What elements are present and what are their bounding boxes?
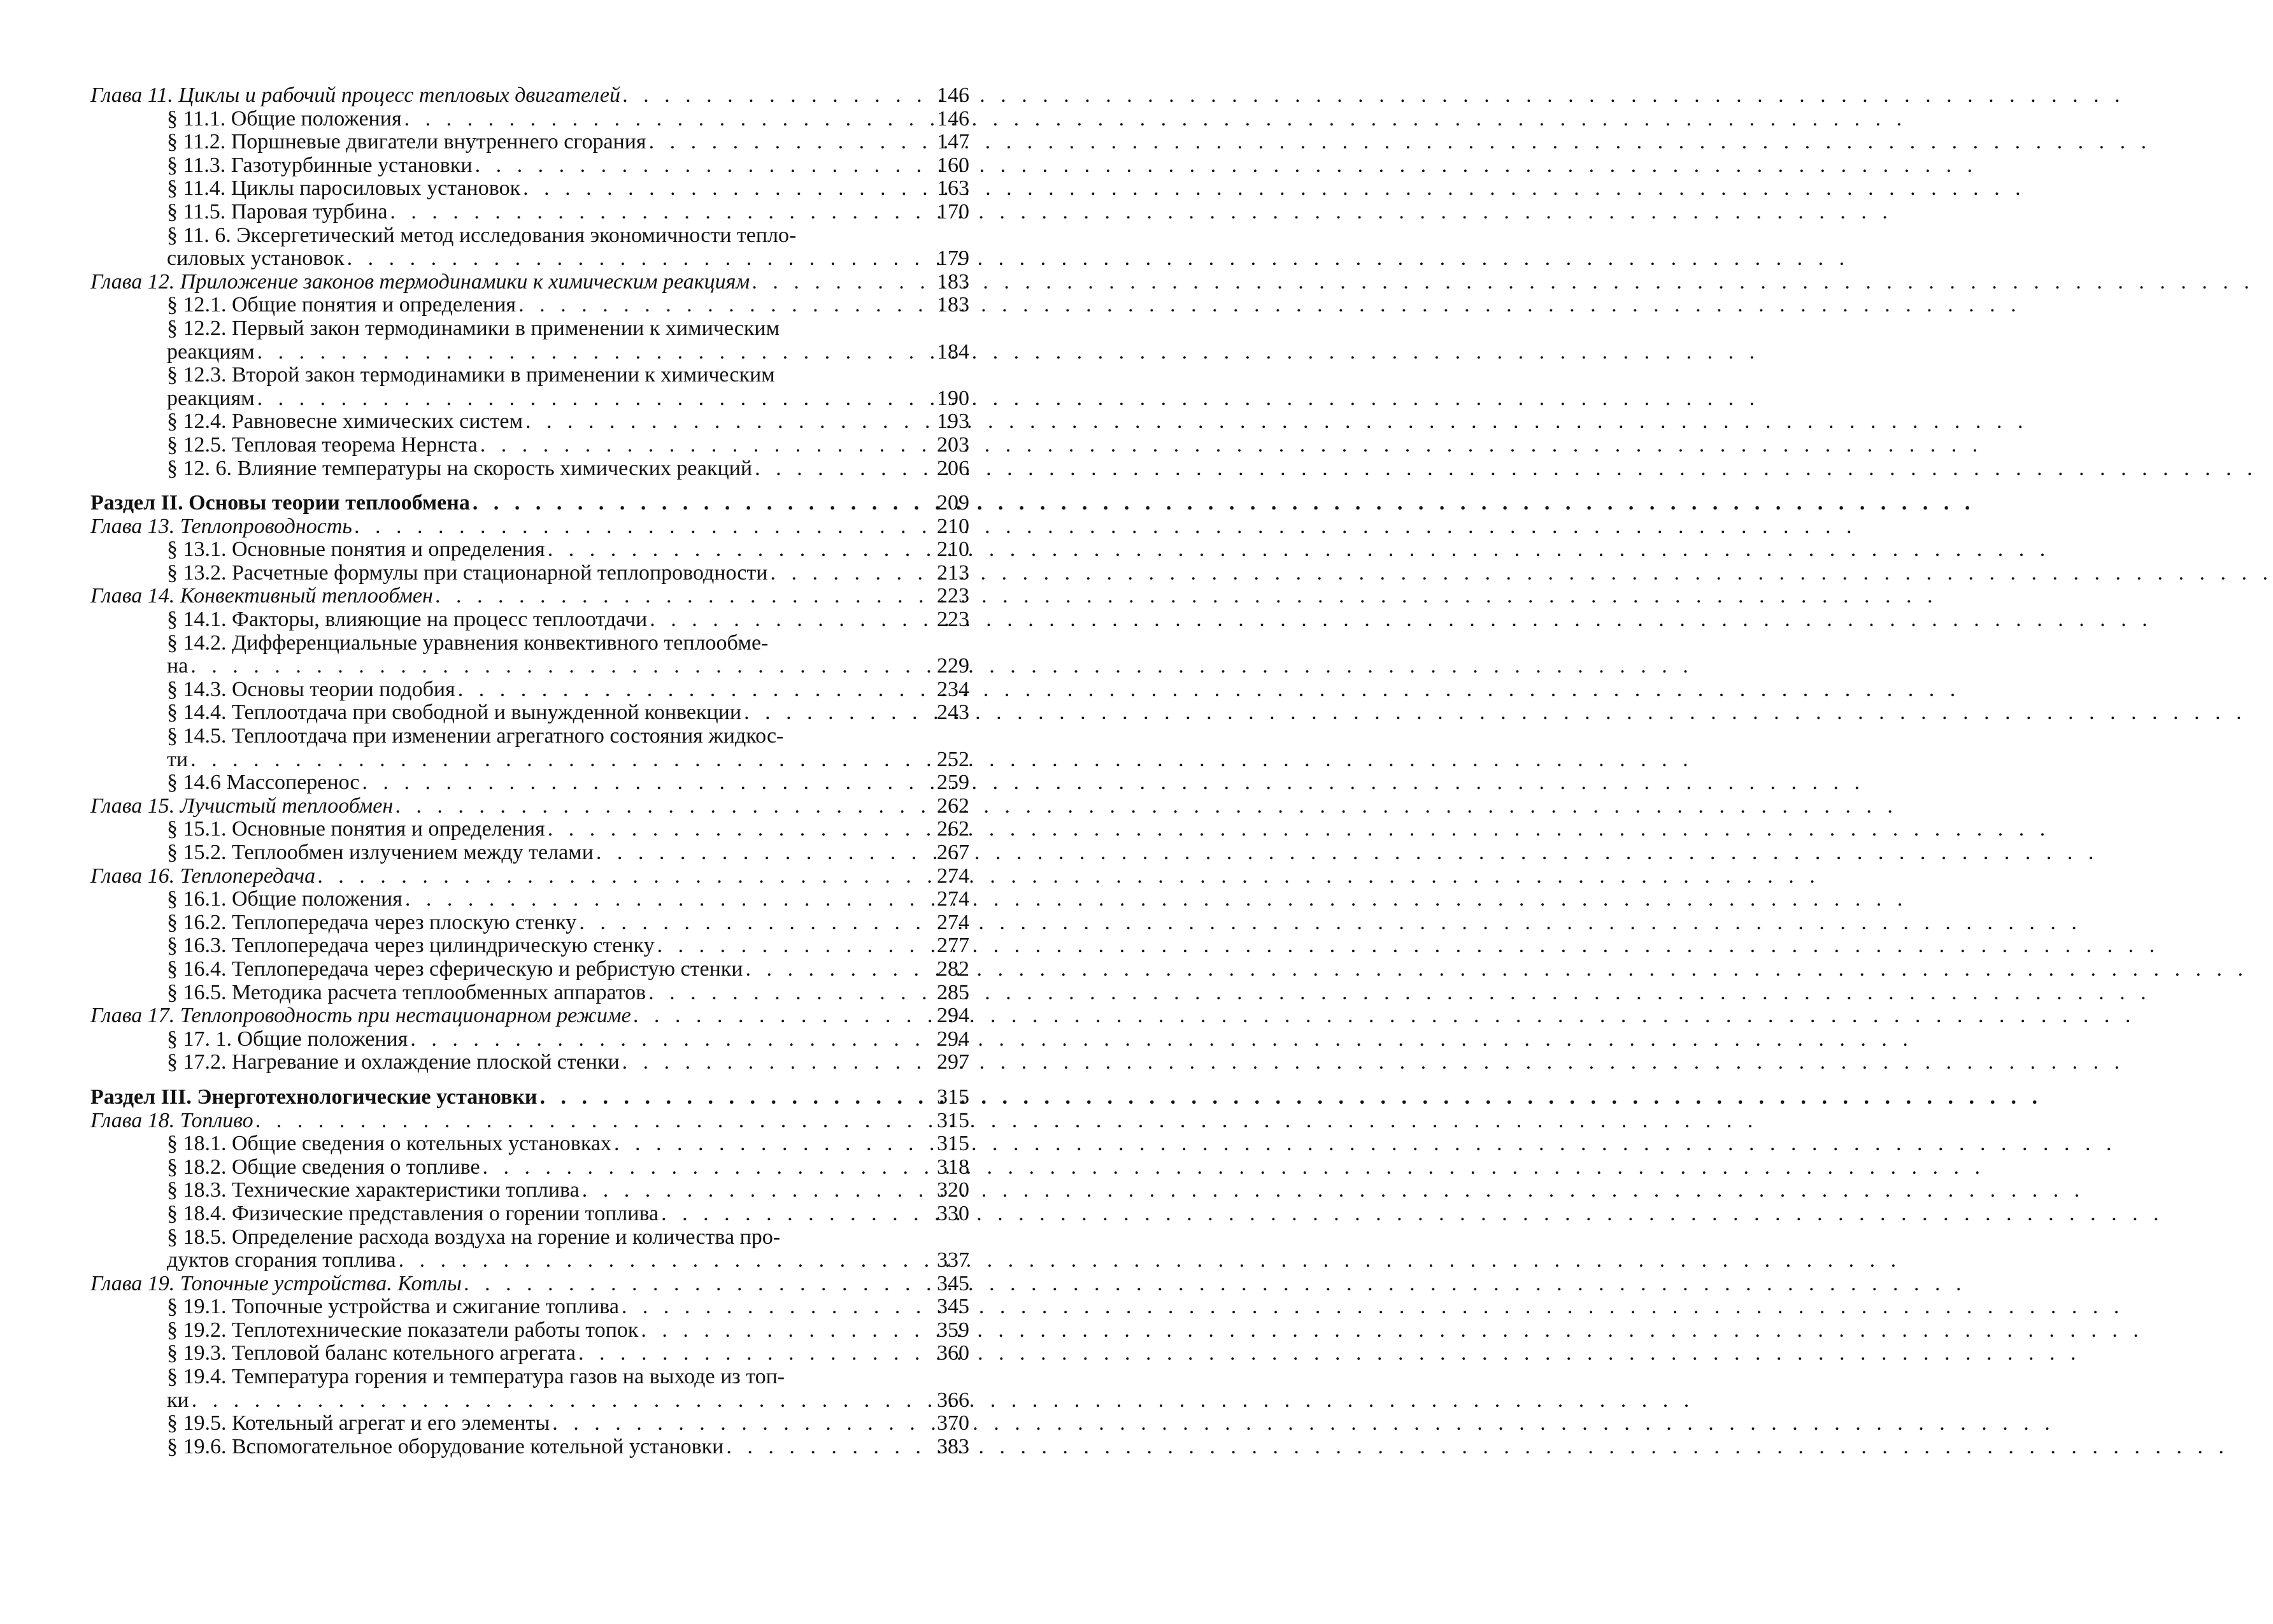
toc-section-entry	[90, 958, 969, 981]
toc-entry-title: реакциям	[167, 339, 255, 364]
toc-entry-page-number: 229	[937, 654, 969, 678]
toc-entry-title: § 18.4. Физические представления о горении топлива	[167, 1201, 659, 1225]
toc-section-entry	[90, 934, 969, 958]
dot-leader	[576, 911, 932, 935]
toc-chapter-entry	[90, 84, 969, 108]
toc-entry-title: Глава 18. Топливо	[90, 1108, 253, 1132]
toc-entry-page-number: 370	[937, 1411, 969, 1435]
dot-leader	[545, 818, 932, 841]
dot-leader	[480, 1156, 932, 1179]
toc-entry-page-number: 297	[937, 1050, 969, 1074]
toc-entry-page-number: 170	[937, 199, 969, 224]
toc-entry-page-number: 274	[937, 864, 969, 888]
dot-leader	[315, 865, 932, 888]
toc-section-entry	[90, 538, 969, 562]
dot-leader	[655, 934, 932, 958]
toc-entry-page-number: 315	[937, 1132, 969, 1156]
toc-section-entry	[90, 1435, 969, 1459]
dot-leader	[723, 1435, 932, 1459]
toc-chapter-entry	[90, 585, 969, 608]
toc-entry-title: Глава 15. Лучистый теплообмен	[90, 794, 394, 818]
toc-section-entry	[90, 678, 969, 702]
toc-entry-page-number: 282	[937, 957, 969, 981]
toc-section-entry	[90, 154, 969, 178]
toc-entry-page-number: 267	[937, 841, 969, 864]
dot-leader	[545, 538, 932, 562]
toc-entry-title: § 12.3. Второй закон термодинамики в применении к химическим	[167, 363, 775, 387]
toc-entry-title: § 14.2. Дифференциальные уравнения конвективного теплообме-	[167, 630, 769, 655]
toc-entry-page-number: 147	[937, 130, 969, 154]
toc-section-entry	[90, 608, 969, 632]
toc-entry-page-number: 277	[937, 934, 969, 958]
toc-entry-title: § 14.6 Массоперенос	[167, 771, 360, 795]
toc-entry-title: § 12.4. Равновесне химических систем	[167, 410, 524, 434]
toc-entry-page-number: 274	[937, 887, 969, 911]
toc-section-entry	[90, 201, 969, 224]
toc-entry-page-number: 360	[937, 1341, 969, 1365]
toc-section-entry	[90, 224, 969, 248]
dot-leader	[255, 341, 932, 364]
toc-section-entry	[90, 818, 969, 841]
toc-chapter-entry	[90, 865, 969, 888]
toc-entry-title: силовых установок	[167, 246, 345, 271]
toc-entry-title: Раздел III. Энерготехнологические установки	[90, 1085, 538, 1109]
toc-entry-title: § 11. 6. Эксергетический метод исследования экономичности тепло-	[167, 223, 797, 247]
toc-section-entry	[90, 294, 969, 317]
toc-entry-title: § 16.4. Теплопередача через сферическую и ребристую стенки	[167, 957, 743, 981]
toc-entry-title: § 19.4. Температура горения и температура газов на выходе из топ-	[167, 1365, 785, 1389]
dot-leader	[638, 1319, 932, 1343]
toc-entry-page-number: 146	[937, 106, 969, 131]
dot-leader	[470, 492, 932, 515]
toc-entry-title: Глава 19. Топочные устройства. Котлы	[90, 1271, 462, 1295]
toc-entry-title: § 14.1. Факторы, влияющие на процесс теплоотдачи	[167, 608, 648, 632]
toc-entry-page-number: 184	[937, 339, 969, 364]
section-gap	[90, 480, 969, 492]
toc-entry-title: § 12. 6. Влияние температуры на скорость химических реакций	[167, 456, 753, 480]
toc-entry-title: Глава 11. Циклы и рабочий процесс тепловых двигателей	[90, 83, 620, 107]
toc-section-entry	[90, 725, 969, 748]
toc-section-entry	[90, 1412, 969, 1435]
toc-cont-entry	[90, 655, 969, 678]
toc-entry-page-number: 262	[937, 817, 969, 841]
toc-entry-page-number: 345	[937, 1271, 969, 1295]
toc-entry-page-number: 223	[937, 608, 969, 632]
toc-entry-title: § 13.1. Основные понятия и определения	[167, 538, 545, 562]
toc-chapter-entry	[90, 1272, 969, 1296]
dot-leader	[538, 1086, 932, 1109]
toc-entry-title: § 17.2. Нагревание и охлаждение плоской стенки	[167, 1050, 620, 1074]
toc-entry-title: Глава 16. Теплопередача	[90, 864, 316, 888]
toc-entry-page-number: 383	[937, 1434, 969, 1458]
table-of-contents	[90, 84, 969, 1458]
dot-leader	[743, 958, 932, 981]
toc-section-entry	[90, 1132, 969, 1156]
toc-chapter-entry	[90, 1109, 969, 1133]
toc-entry-title: реакциям	[167, 386, 255, 410]
toc-chapter-entry	[90, 515, 969, 539]
toc-entry-page-number: 243	[937, 701, 969, 725]
toc-entry-page-number: 210	[937, 514, 969, 538]
toc-entry-title: § 18.3. Технические характеристики топлива	[167, 1178, 580, 1202]
toc-entry-page-number: 209	[937, 491, 969, 515]
toc-section-entry	[90, 771, 969, 795]
toc-entry-page-number: 315	[937, 1085, 969, 1109]
dot-leader	[345, 247, 932, 271]
toc-entry-page-number: 345	[937, 1295, 969, 1319]
book-page	[0, 0, 1064, 1624]
toc-entry-page-number: 213	[937, 560, 969, 585]
toc-section-entry	[90, 1202, 969, 1226]
toc-entry-page-number: 146	[937, 83, 969, 107]
dot-leader	[523, 410, 932, 434]
toc-section-entry	[90, 434, 969, 457]
dot-leader	[189, 1389, 932, 1413]
toc-section-entry	[90, 981, 969, 1005]
dot-leader	[352, 515, 932, 539]
toc-entry-title: § 12.2. Первый закон термодинамики в применении к химическим	[167, 316, 780, 340]
dot-leader	[620, 84, 932, 108]
toc-entry-page-number: 337	[937, 1248, 969, 1272]
dot-leader	[576, 1342, 932, 1365]
toc-section-entry	[90, 841, 969, 865]
toc-cont-entry	[90, 247, 969, 271]
dot-leader	[516, 294, 932, 317]
toc-part-entry	[90, 492, 969, 515]
toc-section-entry	[90, 701, 969, 725]
toc-entry-page-number: 223	[937, 584, 969, 608]
toc-entry-page-number: 294	[937, 1027, 969, 1051]
toc-part-entry	[90, 1086, 969, 1109]
toc-section-entry	[90, 1028, 969, 1051]
toc-entry-title: § 12.1. Общие понятия и определения	[167, 293, 517, 317]
toc-entry-title: § 19.1. Топочные устройства и сжигание топлива	[167, 1295, 619, 1319]
toc-entry-page-number: 359	[937, 1318, 969, 1342]
toc-entry-title: § 18.2. Общие сведения о топливе	[167, 1155, 480, 1179]
toc-entry-title: § 11.3. Газотурбинные установки	[167, 153, 473, 177]
dot-leader	[520, 177, 932, 201]
toc-entry-title: дуктов сгорания топлива	[167, 1248, 396, 1272]
toc-section-entry	[90, 911, 969, 935]
toc-entry-title: на	[167, 654, 189, 678]
section-gap	[90, 1074, 969, 1086]
toc-section-entry	[90, 632, 969, 655]
dot-leader	[396, 1249, 932, 1272]
toc-entry-page-number: 285	[937, 980, 969, 1004]
dot-leader	[473, 154, 932, 178]
dot-leader	[433, 585, 932, 608]
toc-entry-title: § 19.5. Котельный агрегат и его элементы	[167, 1411, 550, 1435]
dot-leader	[550, 1412, 932, 1435]
toc-entry-title: § 13.2. Расчетные формулы при стационарной теплопроводности	[167, 560, 768, 585]
toc-entry-title: § 17. 1. Общие положения	[167, 1027, 408, 1051]
toc-section-entry	[90, 457, 969, 481]
toc-entry-title: § 11.4. Циклы паросиловых установок	[167, 176, 521, 201]
toc-entry-title: ти	[167, 747, 189, 771]
toc-entry-page-number: 366	[937, 1388, 969, 1412]
toc-entry-page-number: 320	[937, 1178, 969, 1202]
toc-section-entry	[90, 177, 969, 201]
dot-leader	[647, 608, 932, 632]
dot-leader	[253, 1109, 932, 1133]
dot-leader	[478, 434, 932, 457]
dot-leader	[767, 562, 932, 585]
toc-entry-page-number: 163	[937, 176, 969, 201]
toc-entry-title: § 16.5. Методика расчета теплообменных аппаратов	[167, 980, 646, 1004]
toc-cont-entry	[90, 1249, 969, 1272]
toc-entry-page-number: 234	[937, 677, 969, 701]
toc-entry-title: § 15.2. Теплообмен излучением между телами	[167, 841, 594, 864]
dot-leader	[619, 1295, 932, 1319]
toc-cont-entry	[90, 1389, 969, 1413]
dot-leader	[188, 655, 932, 678]
toc-entry-title: § 16.2. Теплопередача через плоскую стенку	[167, 910, 577, 934]
dot-leader	[455, 678, 932, 702]
toc-entry-title: § 11.1. Общие положения	[167, 106, 402, 131]
toc-section-entry	[90, 1319, 969, 1343]
toc-entry-page-number: 179	[937, 246, 969, 271]
toc-entry-page-number: 203	[937, 432, 969, 457]
toc-section-entry	[90, 1295, 969, 1319]
toc-entry-title: § 14.4. Теплоотдача при свободной и вынужденной конвекции	[167, 701, 742, 725]
dot-leader	[387, 201, 932, 224]
dot-leader	[360, 771, 932, 795]
toc-section-entry	[90, 131, 969, 154]
toc-entry-page-number: 193	[937, 410, 969, 434]
dot-leader	[594, 841, 932, 865]
toc-entry-title: § 16.3. Теплопередача через цилиндрическую стенку	[167, 934, 655, 958]
toc-entry-title: § 12.5. Тепловая теорема Нернста	[167, 432, 478, 457]
toc-section-entry	[90, 888, 969, 911]
toc-entry-title: § 11.5. Паровая турбина	[167, 199, 388, 224]
toc-chapter-entry	[90, 271, 969, 294]
dot-leader	[580, 1179, 932, 1202]
toc-entry-page-number: 318	[937, 1155, 969, 1179]
toc-section-entry	[90, 562, 969, 585]
dot-leader	[646, 981, 932, 1005]
toc-entry-title: § 19.3. Тепловой баланс котельного агрегата	[167, 1341, 576, 1365]
dot-leader	[188, 748, 932, 772]
toc-entry-page-number: 206	[937, 456, 969, 480]
toc-entry-page-number: 294	[937, 1004, 969, 1028]
toc-section-entry	[90, 1365, 969, 1389]
dot-leader	[408, 1028, 932, 1051]
toc-cont-entry	[90, 341, 969, 364]
toc-entry-page-number: 330	[937, 1201, 969, 1225]
dot-leader	[631, 1004, 932, 1028]
toc-section-entry	[90, 1342, 969, 1365]
dot-leader	[402, 108, 932, 131]
toc-section-entry	[90, 1156, 969, 1179]
toc-entry-page-number: 252	[937, 747, 969, 771]
dot-leader	[403, 888, 932, 911]
toc-cont-entry	[90, 387, 969, 411]
dot-leader	[750, 271, 932, 294]
toc-section-entry	[90, 1226, 969, 1250]
toc-entry-page-number: 160	[937, 153, 969, 177]
dot-leader	[659, 1202, 932, 1226]
toc-entry-title: Глава 14. Конвективный теплообмен	[90, 584, 433, 608]
toc-entry-title: ки	[167, 1388, 189, 1412]
dot-leader	[620, 1051, 932, 1074]
toc-entry-page-number: 315	[937, 1108, 969, 1132]
toc-entry-page-number: 274	[937, 910, 969, 934]
toc-entry-page-number: 190	[937, 386, 969, 410]
toc-entry-title: § 19.2. Теплотехнические показатели работы топок	[167, 1318, 639, 1342]
toc-section-entry	[90, 364, 969, 387]
dot-leader	[393, 795, 932, 818]
toc-entry-title: § 14.5. Теплоотдача при изменении агрегатного состояния жидкос-	[167, 724, 784, 748]
dot-leader	[646, 131, 932, 154]
toc-entry-title: § 11.2. Поршневые двигатели внутреннего сгорания	[167, 130, 646, 154]
toc-entry-page-number: 262	[937, 794, 969, 818]
toc-section-entry	[90, 1179, 969, 1202]
dot-leader	[741, 701, 932, 725]
toc-entry-page-number: 210	[937, 538, 969, 562]
toc-section-entry	[90, 1051, 969, 1074]
toc-cont-entry	[90, 748, 969, 772]
toc-entry-page-number: 259	[937, 771, 969, 795]
toc-entry-title: Глава 17. Теплопроводность при нестационарном режиме	[90, 1004, 631, 1028]
dot-leader	[255, 387, 932, 411]
toc-chapter-entry	[90, 795, 969, 818]
dot-leader	[462, 1272, 932, 1296]
toc-chapter-entry	[90, 1004, 969, 1028]
toc-entry-title: Раздел II. Основы теории теплообмена	[90, 491, 470, 515]
dot-leader	[611, 1132, 932, 1156]
dot-leader	[752, 457, 932, 481]
toc-section-entry	[90, 410, 969, 434]
toc-entry-page-number: 183	[937, 293, 969, 317]
toc-entry-title: Глава 13. Теплопроводность	[90, 514, 352, 538]
toc-section-entry	[90, 108, 969, 131]
toc-entry-title: § 18.5. Определение расхода воздуха на горение и количества про-	[167, 1225, 781, 1249]
toc-entry-title: § 18.1. Общие сведения о котельных установках	[167, 1132, 611, 1156]
toc-entry-title: § 16.1. Общие положения	[167, 887, 403, 911]
toc-entry-title: § 14.3. Основы теории подобия	[167, 677, 455, 701]
toc-entry-title: § 19.6. Вспомогательное оборудование котельной установки	[167, 1434, 724, 1458]
toc-entry-title: § 15.1. Основные понятия и определения	[167, 817, 545, 841]
toc-entry-page-number: 183	[937, 269, 969, 294]
toc-entry-title: Глава 12. Приложение законов термодинамики к химическим реакциям	[90, 269, 750, 294]
toc-section-entry	[90, 317, 969, 341]
